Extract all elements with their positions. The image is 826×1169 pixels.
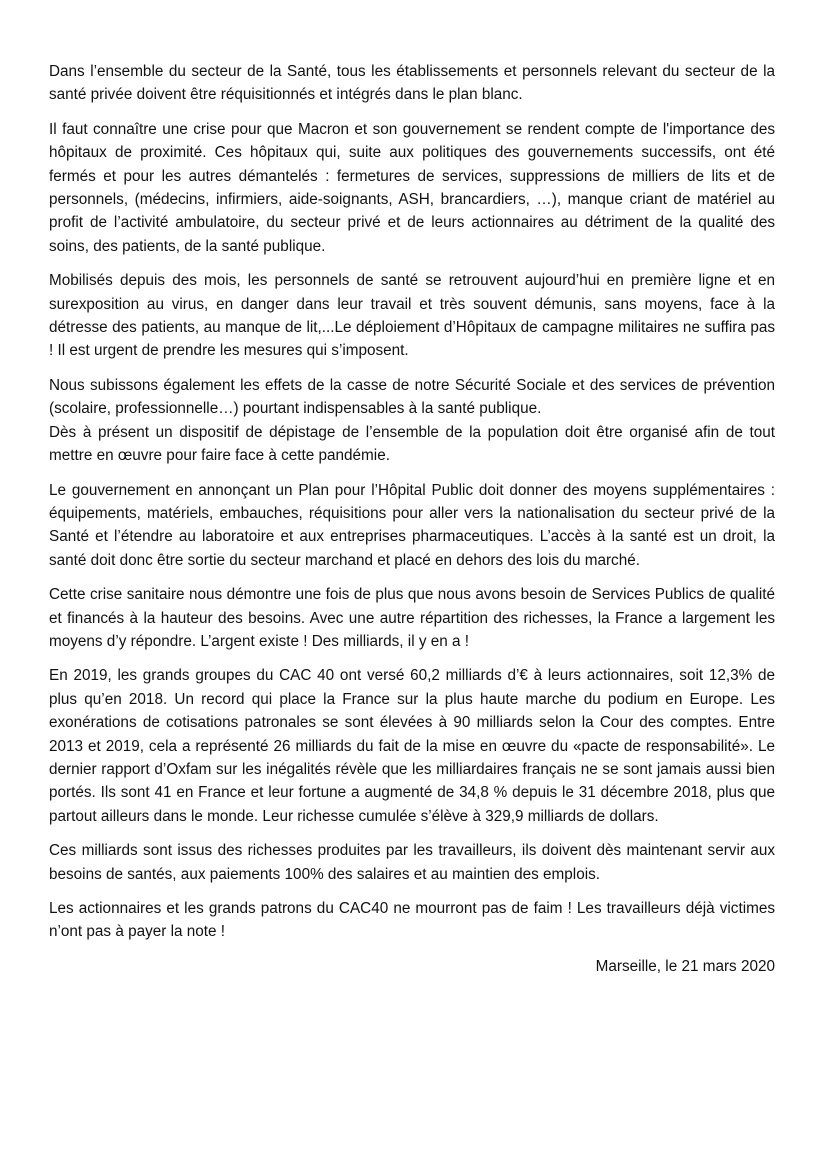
paragraph-text: En 2019, les grands groupes du CAC 40 ont versé 60,2 milliards d’€ à leurs actionnaires, soit 12,3% de plus qu’en 2018. Un record qui place la France sur la plus haute marche du podium en Europe. Les exonérations de cotisations patronales se sont élevées à 90 milliards selon la Cour des comptes. Entre 2013 et 2019, cela a représenté 26 milliards du fait de la mise en œuvre du «pacte de responsabilité». Le dernier rapport d’Oxfam sur les inégalités révèle que les milliardaires français ne se sont jamais aussi bien portés. Ils sont 41 en France et leur fortune a augmenté de 34,8 % depuis le 31 décembre 2018, plus que partout ailleurs dans le monde. Leur richesse cumulée s’élève à 329,9 milliards de dollars.	[49, 667, 775, 825]
paragraph-1	[49, 60, 775, 107]
paragraph-text: Ces milliards sont issus des richesses produites par les travailleurs, ils doivent dès maintenant servir aux besoins de santés, aux paiements 100% des salaires et au maintien des emplois.	[49, 842, 775, 883]
paragraph-7	[49, 664, 775, 828]
signature-place-date: Marseille, le 21 mars 2020	[595, 957, 775, 975]
paragraph-text: Dans l’ensemble du secteur de la Santé, tous les établissements et personnels relevant du secteur de la santé privée doivent être réquisitionnés et intégrés dans le plan blanc.	[49, 63, 775, 104]
paragraph-text: Le gouvernement en annonçant un Plan pour l’Hôpital Public doit donner des moyens supplémentaires : équipements, matériels, embauches, réquisitions pour aller vers la nationalisation du secteur privé de la Santé et l’étendre au laboratoire et aux entreprises pharmaceutiques. L’accès à la santé est un droit, la santé doit donc être sortie du secteur marchand et placé en dehors des lois du marché.	[49, 481, 775, 569]
document-body	[49, 60, 775, 978]
paragraph-text: Cette crise sanitaire nous démontre une fois de plus que nous avons besoin de Services Publics de qualité et financés à la hauteur des besoins. Avec une autre répartition des richesses, la France a largement les moyens d’y répondre. L’argent existe ! Des milliards, il y en a !	[49, 586, 775, 650]
paragraph-2	[49, 118, 775, 258]
document-page	[49, 60, 775, 978]
paragraph-8	[49, 839, 775, 886]
paragraph-text: Il faut connaître une crise pour que Macron et son gouvernement se rendent compte de l'importance des hôpitaux de proximité. Ces hôpitaux qui, suite aux politiques des gouvernements successifs, ont été fermés et pour les autres démantelés : fermetures de services, suppressions de milliers de lits et de personnels, (médecins, infirmiers, aide-soignants, ASH, brancardiers, …), manque criant de matériel au profit de l’activité ambulatoire, du secteur privé et de leurs actionnaires au détriment de la qualité des soins, des patients, de la santé publique.	[49, 120, 775, 255]
paragraph-6	[49, 583, 775, 653]
paragraph-4	[49, 374, 775, 468]
paragraph-text: Les actionnaires et les grands patrons du CAC40 ne mourront pas de faim ! Les travailleurs déjà victimes n’ont pas à payer la note !	[49, 900, 775, 941]
paragraph-text: Mobilisés depuis des mois, les personnels de santé se retrouvent aujourd’hui en première ligne et en surexposition au virus, en danger dans leur travail et très souvent démunis, sans moyens, face à la détresse des patients, au manque de lit,...Le déploiement d’Hôpitaux de campagne militaires ne suffira pas ! Il est urgent de prendre les mesures qui s’imposent.	[49, 272, 775, 360]
paragraph-text: Dès à présent un dispositif de dépistage de l’ensemble de la population doit être organisé afin de tout mettre en œuvre pour faire face à cette pandémie.	[49, 423, 775, 465]
paragraph-9	[49, 897, 775, 944]
paragraph-3	[49, 269, 775, 363]
paragraph-5	[49, 479, 775, 573]
paragraph-text: Nous subissons également les effets de la casse de notre Sécurité Sociale et des services de prévention (scolaire, professionnelle…) pourtant indispensables à la santé publique.	[49, 376, 775, 418]
